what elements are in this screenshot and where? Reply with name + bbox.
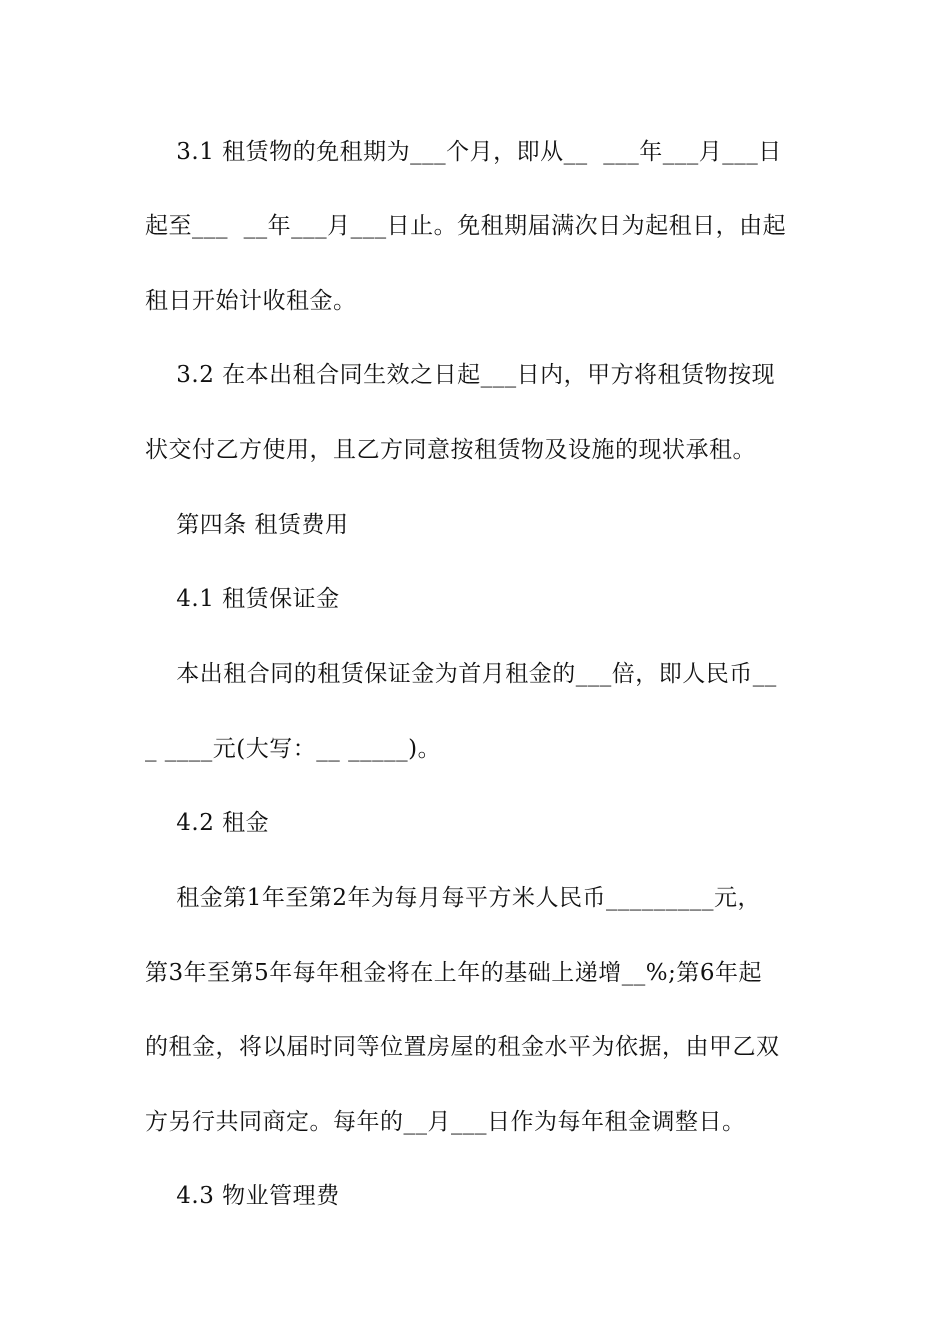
clause-4-2-line-3: 的租金，将以届时同等位置房屋的租金水平为依据，由甲乙双	[145, 1034, 780, 1060]
clause-3-2-line-2: 状交付乙方使用，且乙方同意按租赁物及设施的现状承租。	[145, 437, 756, 463]
clause-4-2-line-1: 租金第1年至第2年为每月每平方米人民币_________元，	[145, 885, 762, 911]
clause-3-2-line-1: 3.2 在本出租合同生效之日起___日内，甲方将租赁物按现	[145, 362, 776, 388]
clause-3-1-line-2: 起至___ __年___月___日止。免租期届满次日为起租日，由起	[145, 213, 787, 239]
clause-4-3-heading: 4.3 物业管理费	[145, 1183, 340, 1209]
article-4-heading: 第四条 租赁费用	[145, 512, 349, 538]
clause-4-1-line-1: 本出租合同的租赁保证金为首月租金的___倍，即人民币__	[145, 661, 777, 687]
clause-4-2-heading: 4.2 租金	[145, 810, 270, 836]
clause-4-2-line-2: 第3年至第5年每年租金将在上年的基础上递增__%;第6年起	[145, 960, 763, 986]
clause-3-1-line-1: 3.1 租赁物的免租期为___个月，即从__ ___年___月___日	[145, 139, 782, 165]
clause-3-1-line-3: 租日开始计收租金。	[145, 288, 357, 314]
clause-4-2-line-4: 方另行共同商定。每年的__月___日作为每年租金调整日。	[145, 1109, 746, 1135]
clause-4-1-line-2: _ ____元(大写：__ _____)。	[145, 736, 442, 762]
clause-4-1-heading: 4.1 租赁保证金	[145, 586, 340, 612]
